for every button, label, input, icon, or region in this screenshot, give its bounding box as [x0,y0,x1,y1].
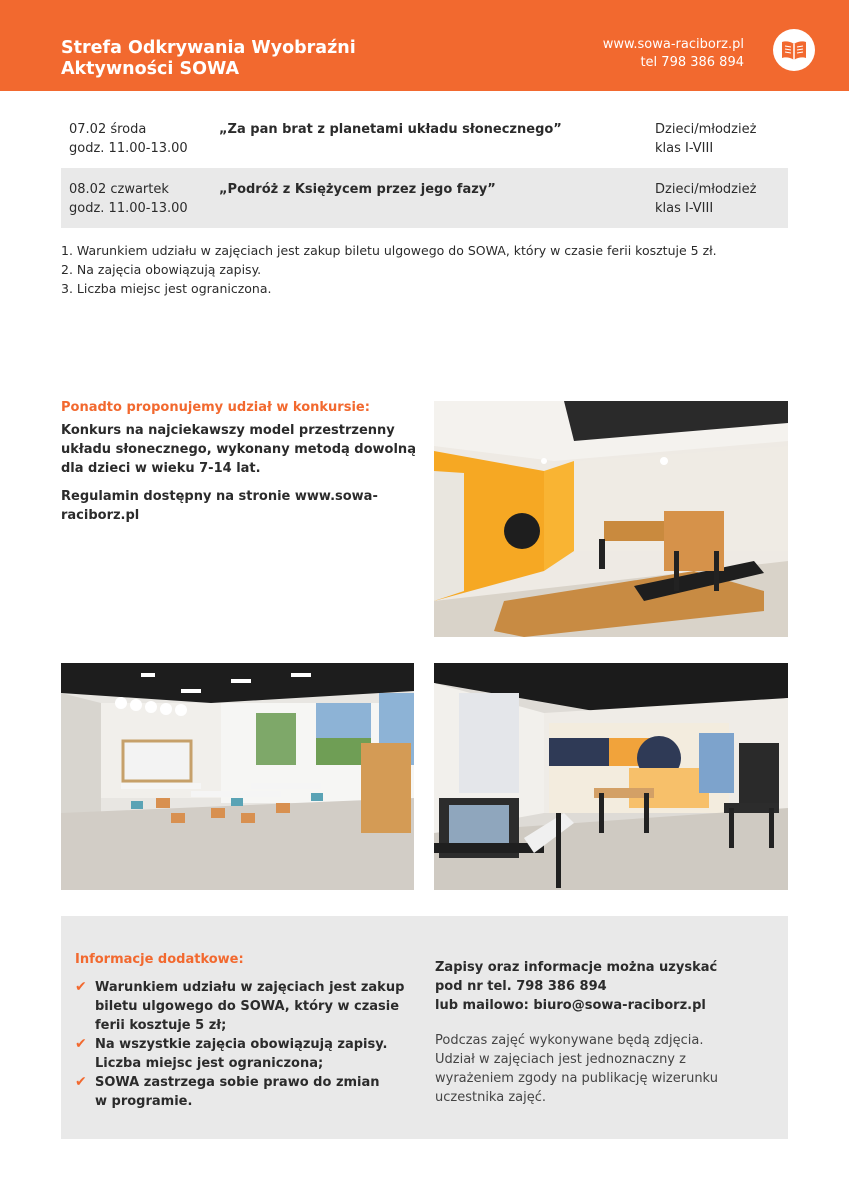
checklist-line: biletu ulgowego do SOWA, który w czasie [95,999,400,1014]
checklist-item [75,1035,405,1073]
checkmark-icon: ✔ [75,1074,87,1090]
checkmark-icon: ✔ [75,1036,87,1052]
event-time: godz. 11.00-13.00 [69,141,188,156]
audience-line1: Dzieci/młodzież [655,182,757,197]
audience-line2: klas I-VIII [655,201,714,216]
exhibition-room-photo [434,663,788,890]
event-title: „Podróż z Księżycem przez jego fazy” [219,182,496,197]
event-audience [655,120,756,158]
table-row [61,108,788,168]
contest-desc-line: układu słonecznego, wykonany metodą dowolną [61,442,416,457]
event-time: godz. 11.00-13.00 [69,201,188,216]
page-title-line1: Strefa Odkrywania Wyobraźni [61,38,356,58]
event-audience [655,180,756,218]
header-banner [0,0,849,91]
schedule-table [61,108,788,228]
note-item: 1. Warunkiem udziału w zajęciach jest zakup biletu ulgowego do SOWA, który w czasie ferii kosztuje 5 zł. [61,243,717,258]
audience-line2: klas I-VIII [655,141,714,156]
photo-note-line: uczestnika zajęć. [435,1090,547,1105]
book-icon [773,29,815,71]
note-item: 2. Na zajęcia obowiązują zapisy. [61,262,262,277]
event-day: 07.02 środa [69,122,147,137]
contest-rules-line: Regulamin dostępny na stronie www.sowa- [61,489,378,504]
registration-email[interactable]: lub mailowo: biuro@sowa-raciborz.pl [435,998,706,1013]
info-heading: Informacje dodatkowe: [75,952,244,967]
page-title-line2: Aktywności SOWA [61,59,240,79]
contest-rules-line: raciborz.pl [61,508,140,523]
event-title: „Za pan brat z planetami układu słonecznego” [219,122,562,137]
checklist-line: ferii kosztuje 5 zł; [95,1018,227,1033]
contest-desc-line: dla dzieci w wieku 7-14 lat. [61,461,261,476]
event-date [69,180,188,218]
event-date [69,120,188,158]
photo-note-line: Podczas zajęć wykonywane będą zdjęcia. [435,1033,704,1048]
photo-consent-note [435,1031,755,1107]
phone-number: tel 798 386 894 [640,55,744,70]
contest-lead: Ponadto proponujemy udział w konkursie: [61,400,370,415]
contest-desc-line: Konkurs na najciekawszy model przestrzenny [61,423,395,438]
registration-info [435,958,755,1107]
exhibition-hall-photo [434,401,788,637]
registration-line: Zapisy oraz informacje można uzyskać [435,960,718,975]
checklist-line: w programie. [95,1094,193,1109]
note-item: 3. Liczba miejsc jest ograniczona. [61,281,272,296]
contest-rules [61,487,421,525]
checkmark-icon: ✔ [75,979,87,995]
photo-note-line: wyrażeniem zgody na publikację wizerunku [435,1071,718,1086]
checklist-line: Liczba miejsc jest ograniczona; [95,1056,324,1071]
info-checklist [75,978,405,1111]
table-row [61,168,788,228]
checklist-line: SOWA zastrzega sobie prawo do zmian [95,1075,380,1090]
page-title [61,38,356,80]
participation-notes [61,241,717,298]
contest-description [61,421,421,478]
checklist-line: Na wszystkie zajęcia obowiązują zapisy. [95,1037,388,1052]
checklist-item [75,978,405,1035]
audience-line1: Dzieci/młodzież [655,122,757,137]
checklist-line: Warunkiem udziału w zajęciach jest zakup [95,980,405,995]
classroom-photo [61,663,414,890]
photo-note-line: Udział w zajęciach jest jednoznaczny z [435,1052,686,1067]
website-link[interactable]: www.sowa-raciborz.pl [602,37,744,52]
additional-info-box [61,916,788,1139]
registration-contact [435,958,755,1015]
event-day: 08.02 czwartek [69,182,169,197]
checklist-item [75,1073,405,1111]
registration-phone: pod nr tel. 798 386 894 [435,979,607,994]
contest-section [61,398,421,525]
header-contact [603,36,744,72]
